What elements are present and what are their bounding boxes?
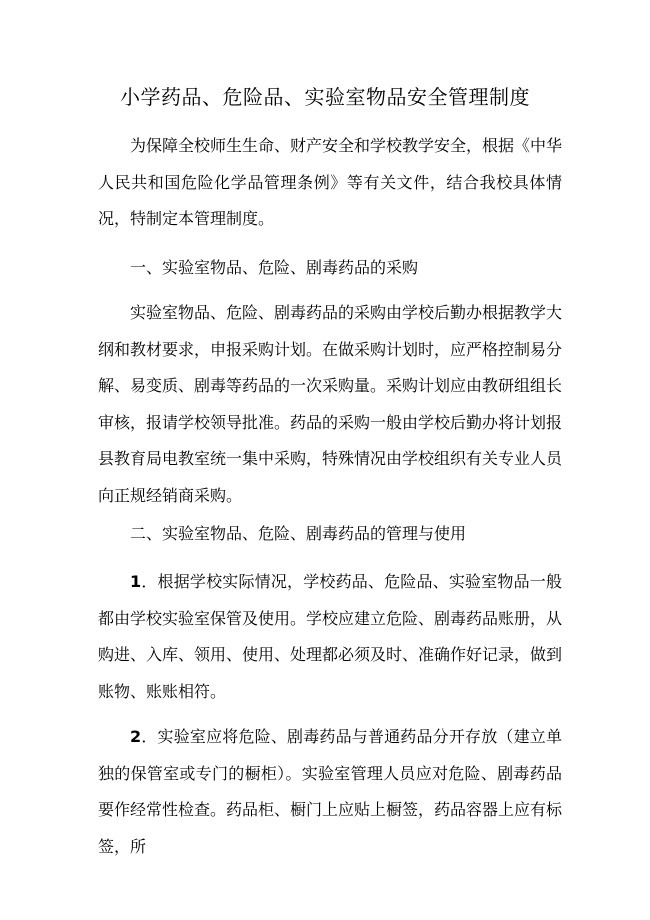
section-1-heading: 一、实验室物品、危险、剧毒药品的采购 [130, 258, 419, 277]
section-1-body: 实验室物品、危险、剧毒药品的采购由学校后勤办根据教学大纲和教材要求，申报采购计划。在做采购计划时，应严格控制易分解、易变质、剧毒等药品的一次采购量。采购计划应由教研组组长审核，报请学校领导批准。药品的采购一般由学校后勤办将计划报县教育局电教室统一集中采购，特殊情况由学校组织有关专业人员向正规经销商采购。 [98, 303, 563, 505]
document-title: 小学药品、危险品、实验室物品安全管理制度 [120, 85, 530, 109]
section-2-item-2 [98, 719, 562, 865]
item-1-number: 1 [130, 572, 142, 591]
intro-paragraph: 为保障全校师生生命、财产安全和学校教学安全，根据《中华人民共和国危险化学品管理条例》等有关文件，结合我校具体情况，特制定本管理制度。 [98, 136, 563, 228]
item-2-text: ．实验室应将危险、剧毒药品与普通药品分开存放（建立单独的保管室或专门的橱柜）。实验室管理人员应对危险、剧毒药品要作经常性检查。药品柜、橱门上应贴上橱签，药品容器上应有标签，所 [98, 727, 563, 856]
section-2-item-1 [98, 564, 562, 710]
item-2-number: 2 [130, 727, 142, 746]
section-2-heading: 二、实验室物品、危险、剧毒药品的管理与使用 [130, 524, 467, 543]
item-1-text: ．根据学校实际情况，学校药品、危险品、实验室物品一般都由学校实验室保管及使用。学校应建立危险、剧毒药品账册，从购进、入库、领用、使用、处理都必须及时、准确作好记录，做到账物、账账相符。 [98, 572, 563, 701]
